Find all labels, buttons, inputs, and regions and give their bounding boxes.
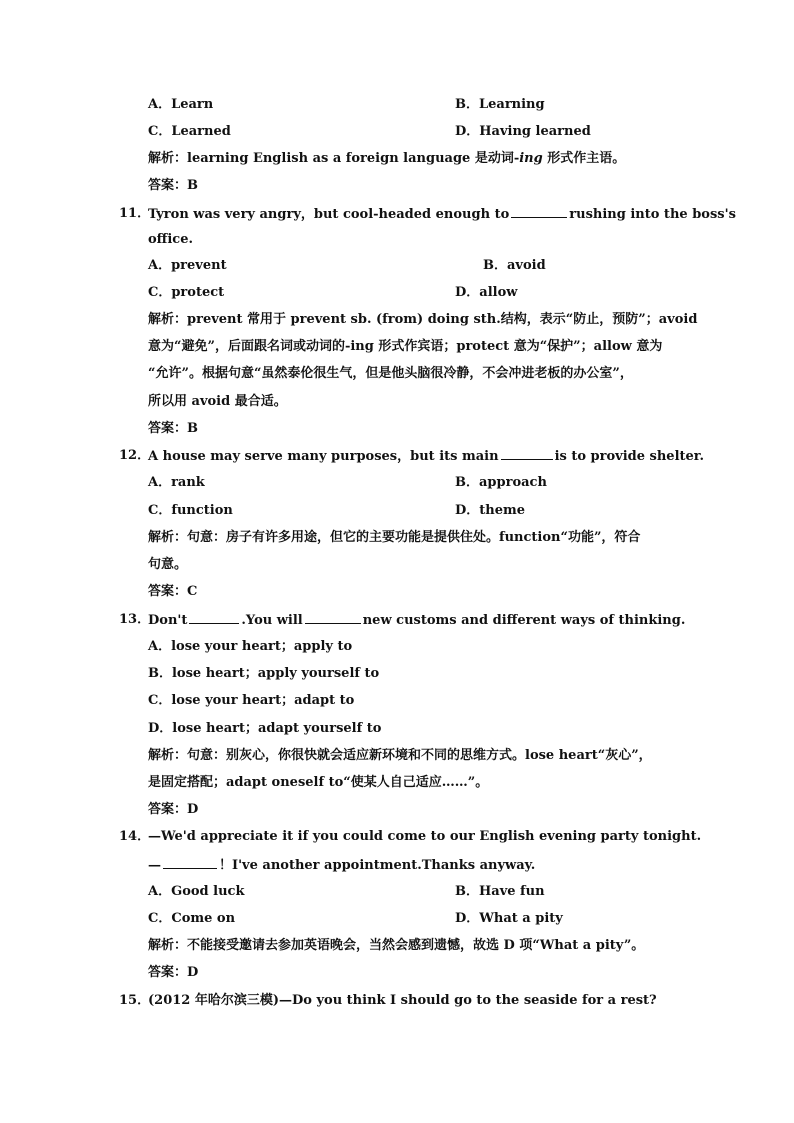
q14-blank[interactable] <box>163 854 217 869</box>
q13-stem-c: new customs and different ways of thinking. <box>362 613 686 628</box>
q11-analysis-line1: 解析：prevent 常用于 prevent sb. (from) doing sth.结构，表示“防止，预防”；avoid <box>148 312 698 327</box>
q10-analysis <box>148 148 625 170</box>
q11-number: 11． <box>119 206 151 221</box>
q14-number: 14． <box>119 829 151 844</box>
q12-analysis-line2: 句意。 <box>148 557 188 572</box>
q14-stem-dash: — <box>148 858 161 873</box>
q12-option-c: C．function <box>148 503 233 518</box>
q13-option-d: D．lose heart；adapt yourself to <box>148 721 382 736</box>
q15-number: 15． <box>119 993 151 1008</box>
q15-stem: (2012 年哈尔滨三模)—Do you think I should go to the seaside for a rest? <box>148 993 657 1008</box>
q13-option-b: B．lose heart；apply yourself to <box>148 666 380 681</box>
q14-stem-line1: —We'd appreciate it if you could come to our English evening party tonight. <box>148 829 702 844</box>
q10-analysis-prefix: 解析：learning English as a foreign language 是动词- <box>148 151 520 166</box>
q11-analysis-line3: “允许”。根据句意“虽然泰伦很生气，但是他头脑很冷静，不会冲进老板的办公室”， <box>148 366 633 381</box>
q11-stem-a: Tyron was very angry，but cool-headed enough to <box>148 207 510 222</box>
q13-analysis-line2: 是固定搭配；adapt oneself to“使某人自己适应……”。 <box>148 775 489 790</box>
q13-number: 13． <box>119 612 151 627</box>
q14-option-b: B．Have fun <box>455 884 545 899</box>
q12-answer: 答案：C <box>148 584 198 599</box>
q11-analysis-line2: 意为“避免”，后面跟名词或动词的-ing 形式作宾语；protect 意为“保护”；allow 意为 <box>148 339 663 354</box>
q10-answer: 答案：B <box>148 178 198 193</box>
q10-option-c: C．Learned <box>148 124 231 139</box>
q12-blank[interactable] <box>501 445 553 460</box>
q13-blank-2[interactable] <box>305 609 361 624</box>
q13-option-a: A．lose your heart；apply to <box>148 639 353 654</box>
q12-option-a: A．rank <box>148 475 205 490</box>
q13-stem <box>148 609 685 631</box>
q13-analysis-line1: 解析：句意：别灰心，你很快就会适应新环境和不同的思维方式。lose heart“灰心”， <box>148 748 652 763</box>
q14-option-c: C．Come on <box>148 911 236 926</box>
q11-option-b: B．avoid <box>483 258 546 273</box>
q11-blank[interactable] <box>511 203 567 218</box>
q13-option-c: C．lose your heart；adapt to <box>148 693 355 708</box>
q12-number: 12． <box>119 448 151 463</box>
q10-option-a: A．Learn <box>148 97 214 112</box>
q12-stem <box>148 445 704 467</box>
q12-analysis-line1: 解析：句意：房子有许多用途，但它的主要功能是提供住处。function“功能”，符合 <box>148 530 641 545</box>
q11-answer: 答案：B <box>148 421 198 436</box>
q14-analysis-line1: 解析：不能接受邀请去参加英语晚会，当然会感到遗憾，故选 D 项“What a pity”。 <box>148 938 645 953</box>
q10-analysis-ing: ing <box>519 151 543 166</box>
q14-option-a: A．Good luck <box>148 884 245 899</box>
q14-stem-line2 <box>148 854 535 876</box>
q11-option-d: D．allow <box>455 285 518 300</box>
q10-analysis-suffix: 形式作主语。 <box>542 151 626 166</box>
q11-stem <box>148 203 736 225</box>
q13-stem-a: Don't <box>148 613 188 628</box>
q12-stem-a: A house may serve many purposes，but its main <box>148 449 499 464</box>
q11-analysis-line4: 所以用 avoid 最合适。 <box>148 394 287 409</box>
q12-stem-b: is to provide shelter. <box>554 449 704 464</box>
q14-answer: 答案：D <box>148 965 199 980</box>
q11-option-c: C．protect <box>148 285 225 300</box>
q12-option-d: D．theme <box>455 503 526 518</box>
q10-option-b: B．Learning <box>455 97 545 112</box>
q11-stem-line2: office. <box>148 232 193 247</box>
q11-stem-b: rushing into the boss's <box>569 207 736 222</box>
q12-option-b: B．approach <box>455 475 547 490</box>
q13-stem-b: .You will <box>241 613 303 628</box>
q11-option-a: A．prevent <box>148 258 227 273</box>
q13-answer: 答案：D <box>148 802 199 817</box>
q14-option-d: D．What a pity <box>455 911 563 926</box>
q13-blank-1[interactable] <box>189 609 239 624</box>
q10-option-d: D．Having learned <box>455 124 591 139</box>
q14-stem-rest: ！I've another appointment.Thanks anyway. <box>219 858 536 873</box>
